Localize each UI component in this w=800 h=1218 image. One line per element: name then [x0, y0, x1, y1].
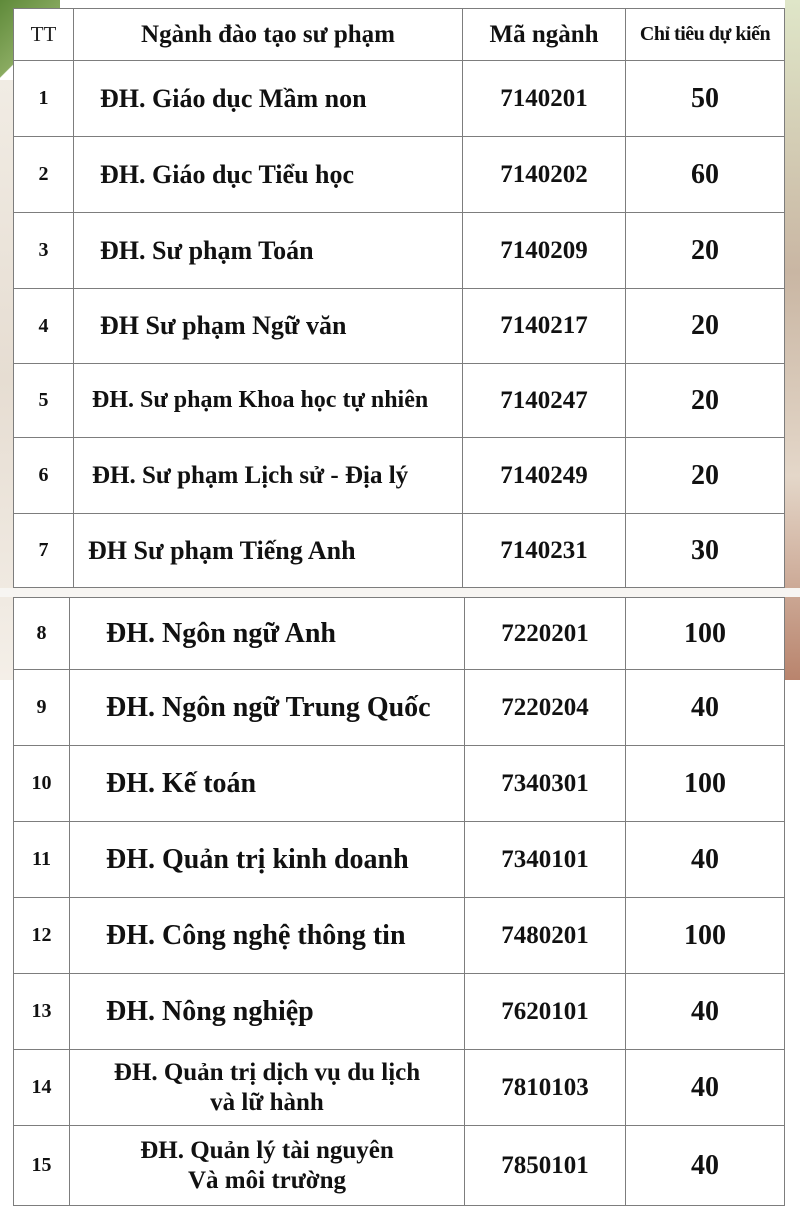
table-row — [14, 213, 785, 289]
program-name-line-1: ĐH. Quản lý tài nguyên — [140, 1136, 394, 1164]
background-photo-right-edge — [785, 0, 800, 680]
row-number: 10 — [14, 746, 70, 822]
program-quota: 40 — [626, 974, 785, 1050]
screenshot-seam — [0, 588, 800, 597]
table-row — [14, 974, 785, 1050]
program-quota: 60 — [626, 137, 785, 213]
program-name: ĐH Sư phạm Tiếng Anh — [74, 514, 463, 588]
program-code: 7140249 — [463, 438, 626, 514]
row-number: 14 — [14, 1050, 70, 1126]
program-quota: 100 — [626, 598, 785, 670]
table-row — [14, 1126, 785, 1206]
program-name: ĐH. Nông nghiệp — [70, 974, 465, 1050]
program-code: 7140247 — [463, 364, 626, 438]
row-number: 15 — [14, 1126, 70, 1206]
table-row — [14, 364, 785, 438]
header-code: Mã ngành — [463, 9, 626, 61]
program-quota: 20 — [626, 289, 785, 364]
program-code: 7340301 — [465, 746, 626, 822]
program-quota: 40 — [626, 1126, 785, 1206]
program-quota: 20 — [626, 438, 785, 514]
table-row — [14, 822, 785, 898]
program-quota: 20 — [626, 213, 785, 289]
program-quota: 40 — [626, 822, 785, 898]
program-name-line-2: và lữ hành — [210, 1088, 324, 1116]
program-table-part-1 — [13, 8, 785, 588]
row-number: 2 — [14, 137, 74, 213]
row-number: 5 — [14, 364, 74, 438]
row-number: 7 — [14, 514, 74, 588]
program-name: ĐH. Sư phạm Toán — [74, 213, 463, 289]
program-name: ĐH. Ngôn ngữ Anh — [70, 598, 465, 670]
table-row — [14, 670, 785, 746]
program-quota: 30 — [626, 514, 785, 588]
program-name: ĐH. Giáo dục Tiểu học — [74, 137, 463, 213]
row-number: 9 — [14, 670, 70, 746]
program-name: ĐH. Giáo dục Mầm non — [74, 61, 463, 137]
program-quota: 20 — [626, 364, 785, 438]
program-code: 7340101 — [465, 822, 626, 898]
row-number: 1 — [14, 61, 74, 137]
table-row — [14, 514, 785, 588]
table-row — [14, 1050, 785, 1126]
program-name: ĐH. Kế toán — [70, 746, 465, 822]
program-name: ĐH. Quản trị kinh doanh — [70, 822, 465, 898]
table-row — [14, 746, 785, 822]
program-quota: 100 — [626, 746, 785, 822]
row-number: 13 — [14, 974, 70, 1050]
header-program: Ngành đào tạo sư phạm — [74, 9, 463, 61]
program-quota: 40 — [626, 1050, 785, 1126]
table-header-row — [14, 9, 785, 61]
table-row — [14, 61, 785, 137]
program-code: 7140217 — [463, 289, 626, 364]
program-name: ĐH. Sư phạm Khoa học tự nhiên — [74, 364, 463, 438]
row-number: 11 — [14, 822, 70, 898]
table-row — [14, 898, 785, 974]
program-name — [70, 1050, 465, 1126]
row-number: 8 — [14, 598, 70, 670]
program-name — [70, 1126, 465, 1206]
program-name-line-1: ĐH. Quản trị dịch vụ du lịch — [113, 1058, 421, 1086]
program-code: 7140209 — [463, 213, 626, 289]
header-quota: Chỉ tiêu dự kiến — [626, 9, 785, 61]
row-number: 6 — [14, 438, 74, 514]
row-number: 12 — [14, 898, 70, 974]
program-code: 7140231 — [463, 514, 626, 588]
program-code: 7810103 — [465, 1050, 626, 1126]
program-code: 7140201 — [463, 61, 626, 137]
row-number: 3 — [14, 213, 74, 289]
table-row — [14, 289, 785, 364]
program-code: 7220204 — [465, 670, 626, 746]
program-code: 7220201 — [465, 598, 626, 670]
header-tt: TT — [14, 9, 74, 61]
table-row — [14, 438, 785, 514]
program-quota: 50 — [626, 61, 785, 137]
program-code: 7850101 — [465, 1126, 626, 1206]
program-name: ĐH Sư phạm Ngữ văn — [74, 289, 463, 364]
table-row — [14, 137, 785, 213]
program-name: ĐH. Sư phạm Lịch sử - Địa lý — [74, 438, 463, 514]
program-name: ĐH. Ngôn ngữ Trung Quốc — [70, 670, 465, 746]
program-code: 7140202 — [463, 137, 626, 213]
program-quota: 100 — [626, 898, 785, 974]
program-code: 7620101 — [465, 974, 626, 1050]
program-table-part-2 — [13, 597, 785, 1206]
table-row — [14, 598, 785, 670]
row-number: 4 — [14, 289, 74, 364]
program-code: 7480201 — [465, 898, 626, 974]
program-quota: 40 — [626, 670, 785, 746]
program-name-line-2: Và môi trường — [188, 1166, 346, 1194]
program-name: ĐH. Công nghệ thông tin — [70, 898, 465, 974]
